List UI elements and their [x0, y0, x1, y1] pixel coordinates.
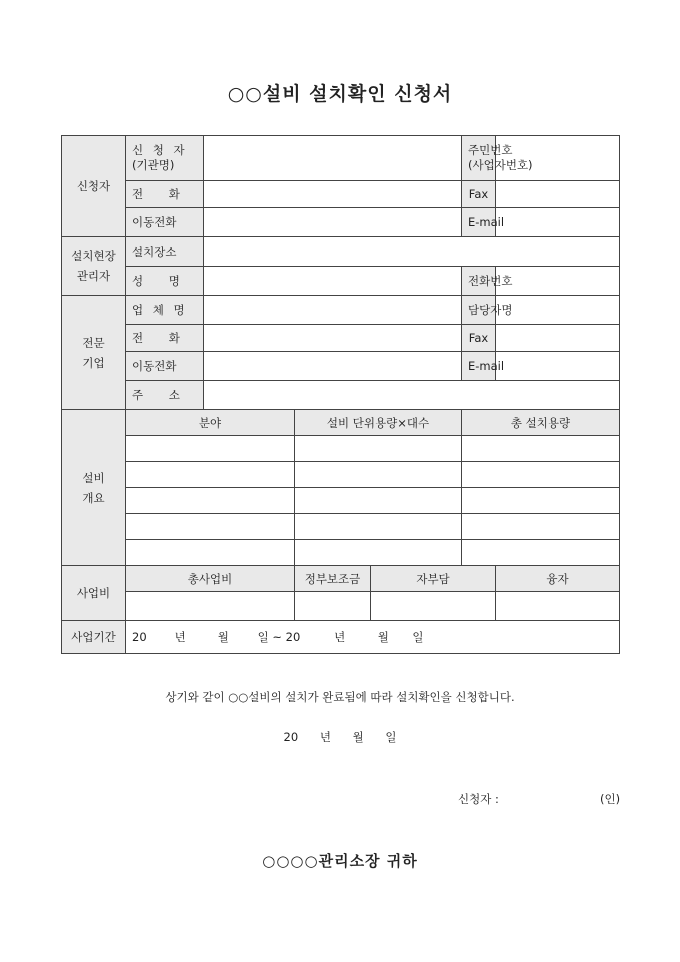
equipment-cell[interactable] — [126, 514, 295, 540]
equipment-cell[interactable] — [462, 514, 620, 540]
applicant-mobile-field[interactable] — [204, 208, 462, 237]
document-title: ○○설비 설치확인 신청서 — [227, 83, 453, 105]
applicant-signature-label: 신청자 : — [458, 792, 499, 806]
period-month-unit: 월 — [377, 630, 389, 644]
company-mobile-label: 이동전화 — [126, 352, 204, 381]
install-location-label: 설치장소 — [126, 237, 204, 267]
budget-col-subsidy: 정부보조금 — [295, 566, 371, 592]
applicant-name-field[interactable] — [204, 136, 462, 181]
equipment-cell[interactable] — [462, 436, 620, 462]
applicant-phone-label: 전 화 — [126, 181, 204, 208]
applicant-phone-field[interactable] — [204, 181, 462, 208]
budget-col-self-pay: 자부담 — [371, 566, 496, 592]
equipment-section-label: 설비 개요 — [62, 410, 126, 566]
equipment-cell[interactable] — [295, 514, 462, 540]
company-name-label: 업 체 명 — [126, 296, 204, 325]
project-period-field[interactable] — [126, 621, 620, 654]
site-manager-section-label: 설치현장 관리자 — [62, 237, 126, 296]
budget-loan-field[interactable] — [496, 592, 620, 621]
equipment-cell[interactable] — [295, 540, 462, 566]
period-year-prefix: 20 — [132, 630, 147, 644]
application-form-table — [61, 135, 620, 654]
application-date: 20 년 월 일 — [283, 730, 397, 744]
budget-self-pay-field[interactable] — [371, 592, 496, 621]
equipment-cell[interactable] — [295, 462, 462, 488]
company-name-field[interactable] — [204, 296, 462, 325]
applicant-mobile-label: 이동전화 — [126, 208, 204, 237]
equipment-cell[interactable] — [295, 436, 462, 462]
company-phone-field[interactable] — [204, 325, 462, 352]
confirmation-statement: 상기와 같이 ○○설비의 설치가 완료됨에 따라 설치확인을 신청합니다. — [165, 690, 515, 704]
period-month-unit: 월 — [217, 630, 229, 644]
equipment-cell[interactable] — [462, 488, 620, 514]
equipment-col-total-capacity: 총 설치용량 — [462, 410, 620, 436]
period-day-unit: 일 — [412, 630, 424, 644]
company-email-label: E-mail — [462, 352, 496, 381]
seal-label: (인) — [600, 792, 621, 806]
equipment-cell[interactable] — [126, 488, 295, 514]
company-phone-label: 전 화 — [126, 325, 204, 352]
applicant-fax-label: Fax — [462, 181, 496, 208]
equipment-cell[interactable] — [126, 436, 295, 462]
equipment-cell[interactable] — [462, 462, 620, 488]
company-email-field[interactable] — [496, 352, 620, 381]
manager-phone-label: 전화번호 — [462, 267, 496, 296]
resident-no-label: 주민번호 (사업자번호) — [462, 136, 496, 181]
contact-person-label: 담당자명 — [462, 296, 496, 325]
applicant-email-label: E-mail — [462, 208, 496, 237]
period-section-label: 사업기간 — [62, 621, 126, 654]
install-location-field[interactable] — [204, 237, 620, 267]
company-address-label: 주 소 — [126, 381, 204, 410]
equipment-col-unit-capacity: 설비 단위용량×대수 — [295, 410, 462, 436]
budget-col-total: 총사업비 — [126, 566, 295, 592]
budget-section-label: 사업비 — [62, 566, 126, 621]
period-day-range: 일 ~ 20 — [257, 630, 301, 644]
equipment-cell[interactable] — [126, 540, 295, 566]
company-fax-field[interactable] — [496, 325, 620, 352]
contact-person-field[interactable] — [496, 296, 620, 325]
applicant-fax-field[interactable] — [496, 181, 620, 208]
manager-name-field[interactable] — [204, 267, 462, 296]
equipment-cell[interactable] — [126, 462, 295, 488]
applicant-name-label: 신 청 자 (기관명) — [126, 136, 204, 181]
company-section-label: 전문 기업 — [62, 296, 126, 410]
period-year-unit: 년 — [334, 630, 346, 644]
applicant-email-field[interactable] — [496, 208, 620, 237]
equipment-cell[interactable] — [462, 540, 620, 566]
manager-phone-field[interactable] — [496, 267, 620, 296]
company-mobile-field[interactable] — [204, 352, 462, 381]
equipment-cell[interactable] — [295, 488, 462, 514]
budget-total-field[interactable] — [126, 592, 295, 621]
period-year-unit: 년 — [174, 630, 186, 644]
manager-name-label: 성 명 — [126, 267, 204, 296]
budget-subsidy-field[interactable] — [295, 592, 371, 621]
company-address-field[interactable] — [204, 381, 620, 410]
budget-col-loan: 융자 — [496, 566, 620, 592]
equipment-col-field: 분야 — [126, 410, 295, 436]
applicant-section-label: 신청자 — [62, 136, 126, 237]
company-fax-label: Fax — [462, 325, 496, 352]
addressee: ○○○○관리소장 귀하 — [262, 852, 418, 870]
